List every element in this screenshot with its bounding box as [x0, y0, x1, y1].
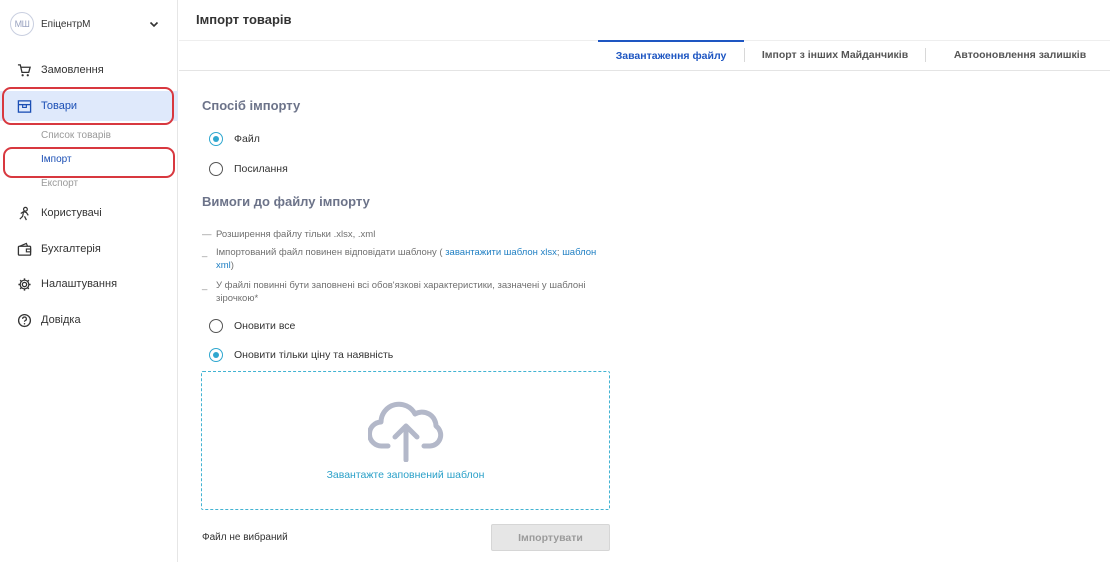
tab-import-other-marketplaces[interactable]: Імпорт з інших Майданчиків [761, 49, 909, 61]
sidebar-subitem-import[interactable]: Імпорт [41, 154, 72, 165]
cart-icon [16, 62, 32, 78]
sidebar [0, 0, 178, 562]
users-icon [16, 205, 32, 221]
radio-update-all[interactable] [209, 319, 295, 333]
sidebar-subitem-goods-list[interactable]: Список товарів [41, 130, 111, 141]
xml-template-link[interactable]: шаблон xml [216, 247, 597, 271]
requirement-text: У файлі повинні бути заповнені всі обов'язкові характеристики, зазначені у шаблоні зірочкою* [216, 280, 586, 304]
radio-button[interactable] [209, 132, 223, 146]
requirement-item: _ Імпортований файл повинен відповідати шаблону ( завантажити шаблон xlsx; шаблон xml) [202, 246, 602, 272]
sidebar-item-label: Товари [41, 100, 78, 112]
file-dropzone[interactable] [201, 371, 610, 510]
import-method-title: Спосіб імпорту [202, 98, 301, 113]
help-icon [16, 312, 32, 328]
divider [179, 70, 1110, 71]
store-switcher[interactable] [10, 12, 168, 36]
sidebar-item-label: Бухгалтерія [41, 243, 101, 255]
sidebar-item-label: Довідка [41, 314, 81, 326]
box-icon [16, 98, 32, 114]
import-button[interactable]: Імпортувати [491, 524, 610, 551]
sidebar-item-goods[interactable] [0, 91, 178, 121]
radio-link[interactable] [209, 162, 288, 176]
radio-label: Оновити все [234, 320, 296, 332]
radio-button[interactable] [209, 319, 223, 333]
requirement-item: _ У файлі повинні бути заповнені всі обов'язкові характеристики, зазначені у шаблоні зірочкою* [202, 279, 602, 305]
sidebar-item-label: Замовлення [41, 64, 104, 76]
requirement-text: Імпортований файл повинен відповідати шаблону ( завантажити шаблон xlsx; шаблон xml) [216, 247, 597, 271]
sidebar-item-users[interactable] [0, 198, 178, 228]
radio-file[interactable] [209, 132, 260, 146]
gear-icon [16, 276, 32, 292]
tab-file-upload[interactable]: Завантаження файлу [598, 40, 744, 70]
store-avatar: МШ [10, 12, 34, 36]
radio-button[interactable] [209, 162, 223, 176]
sidebar-item-accounting[interactable] [0, 234, 178, 264]
sidebar-subitem-export[interactable]: Експорт [41, 178, 79, 189]
page-title: Імпорт товарів [196, 12, 292, 27]
sidebar-item-label: Користувачі [41, 207, 102, 219]
chevron-down-icon[interactable] [148, 18, 160, 30]
tab-auto-update-stock[interactable]: Автооновлення залишків [953, 49, 1087, 61]
sidebar-item-settings[interactable] [0, 269, 178, 299]
sidebar-item-orders[interactable] [0, 55, 178, 85]
sidebar-item-help[interactable] [0, 305, 178, 335]
radio-label: Посилання [234, 163, 288, 175]
requirement-text: Розширення файлу тільки .xlsx, .xml [216, 229, 376, 240]
dropzone-label: Завантажте заповнений шаблон [326, 469, 485, 481]
cloud-upload-icon [368, 396, 446, 462]
tab-bar [598, 40, 1110, 70]
requirements-title: Вимоги до файлу імпорту [202, 194, 370, 209]
wallet-icon [16, 241, 32, 257]
radio-button[interactable] [209, 348, 223, 362]
download-xlsx-template-link[interactable]: завантажити шаблон xlsx [445, 247, 557, 258]
sidebar-item-label: Налаштування [41, 278, 118, 290]
radio-update-price-stock[interactable] [209, 348, 393, 362]
requirement-item: — Розширення файлу тільки .xlsx, .xml [202, 229, 376, 240]
file-status: Файл не вибраний [202, 532, 288, 543]
radio-label: Оновити тільки ціну та наявність [234, 349, 394, 361]
radio-label: Файл [234, 133, 260, 145]
store-name: ЕпіцентрМ [41, 18, 91, 30]
